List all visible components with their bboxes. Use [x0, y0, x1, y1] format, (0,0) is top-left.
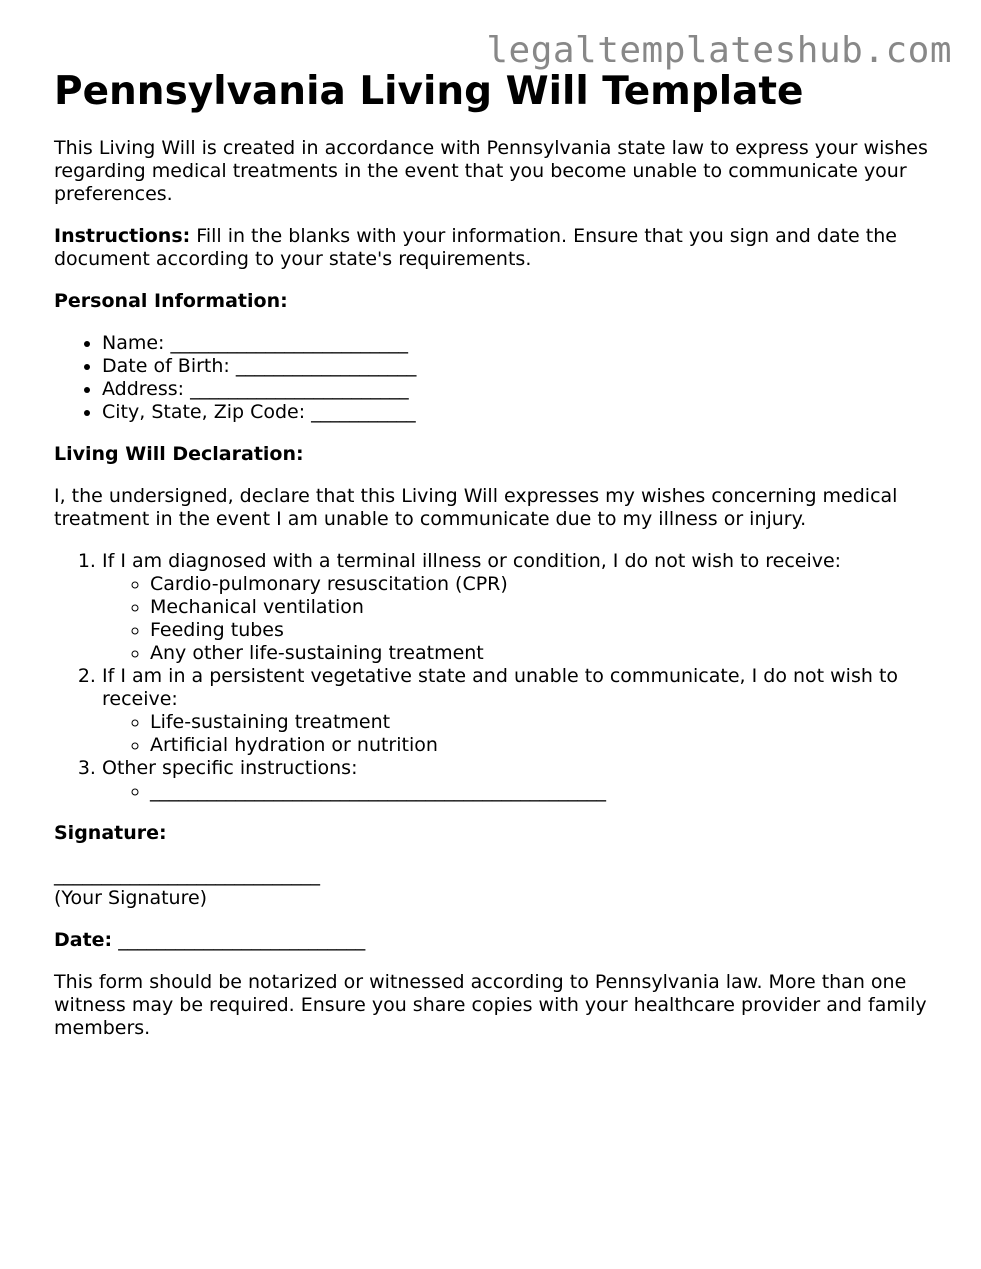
other-instructions-blank: ◦ ________________________________________________: [150, 780, 934, 803]
instructions-label: Instructions:: [54, 225, 191, 247]
personal-info-heading: Personal Information:: [54, 290, 288, 312]
declaration-sublist: [102, 780, 934, 803]
personal-info-address: • Address: _______________________: [102, 378, 934, 401]
page-title: Pennsylvania Living Will Template: [54, 69, 804, 114]
declaration-heading: Living Will Declaration:: [54, 443, 304, 465]
intro-paragraph: This Living Will is created in accordance with Pennsylvania state law to express your wishes regarding medical treatments in the event that you become unable to communicate your preferences.: [54, 137, 928, 205]
declaration-item-text: If I am in a persistent vegetative state and unable to communicate, I do not wish to receive:: [102, 665, 899, 710]
date-line-block: [54, 929, 934, 952]
declaration-item-vegetative: [102, 665, 934, 757]
declaration-item-text: Other specific instructions:: [102, 757, 358, 779]
footer-paragraph: This form should be notarized or witnessed according to Pennsylvania law. More than one witness may be required. Ensure you share copies with your healthcare provider and family members.: [54, 971, 927, 1039]
declaration-subitem: ◦ Life-sustaining treatment: [150, 711, 934, 734]
personal-info-city-state-zip: • City, State, Zip Code: ___________: [102, 401, 934, 424]
instructions-text: Fill in the blanks with your information. Ensure that you sign and date the document according to your state's requirements.: [54, 225, 897, 270]
signature-line: ____________________________: [54, 864, 320, 886]
document-body: [54, 66, 934, 1059]
date-line: __________________________: [112, 929, 366, 951]
declaration-subitem: ◦ Any other life-sustaining treatment: [150, 642, 934, 665]
declaration-sublist: [102, 711, 934, 757]
declaration-subitem: ◦ Mechanical ventilation: [150, 596, 934, 619]
personal-info-dob: • Date of Birth: ___________________: [102, 355, 934, 378]
declaration-item-terminal: [102, 550, 934, 665]
personal-info-list: [54, 332, 934, 424]
declaration-item-text: If I am diagnosed with a terminal illness or condition, I do not wish to receive:: [102, 550, 842, 572]
declaration-subitem: ◦ Artificial hydration or nutrition: [150, 734, 934, 757]
declaration-subitem: ◦ Feeding tubes: [150, 619, 934, 642]
declaration-list: [54, 550, 934, 803]
declaration-sublist: [102, 573, 934, 665]
declaration-subitem: ◦ Cardio-pulmonary resuscitation (CPR): [150, 573, 934, 596]
date-label: Date:: [54, 929, 113, 951]
declaration-paragraph: I, the undersigned, declare that this Living Will expresses my wishes concerning medical treatment in the event I am unable to communicate due to my illness or injury.: [54, 485, 898, 530]
instructions-paragraph: [54, 225, 934, 271]
personal-info-name: • Name: _________________________: [102, 332, 934, 355]
signature-heading: Signature:: [54, 822, 167, 844]
signature-block: [54, 864, 934, 910]
declaration-item-other: [102, 757, 934, 803]
signature-caption: (Your Signature): [54, 887, 208, 909]
watermark-text: legaltemplateshub.com: [486, 30, 952, 71]
